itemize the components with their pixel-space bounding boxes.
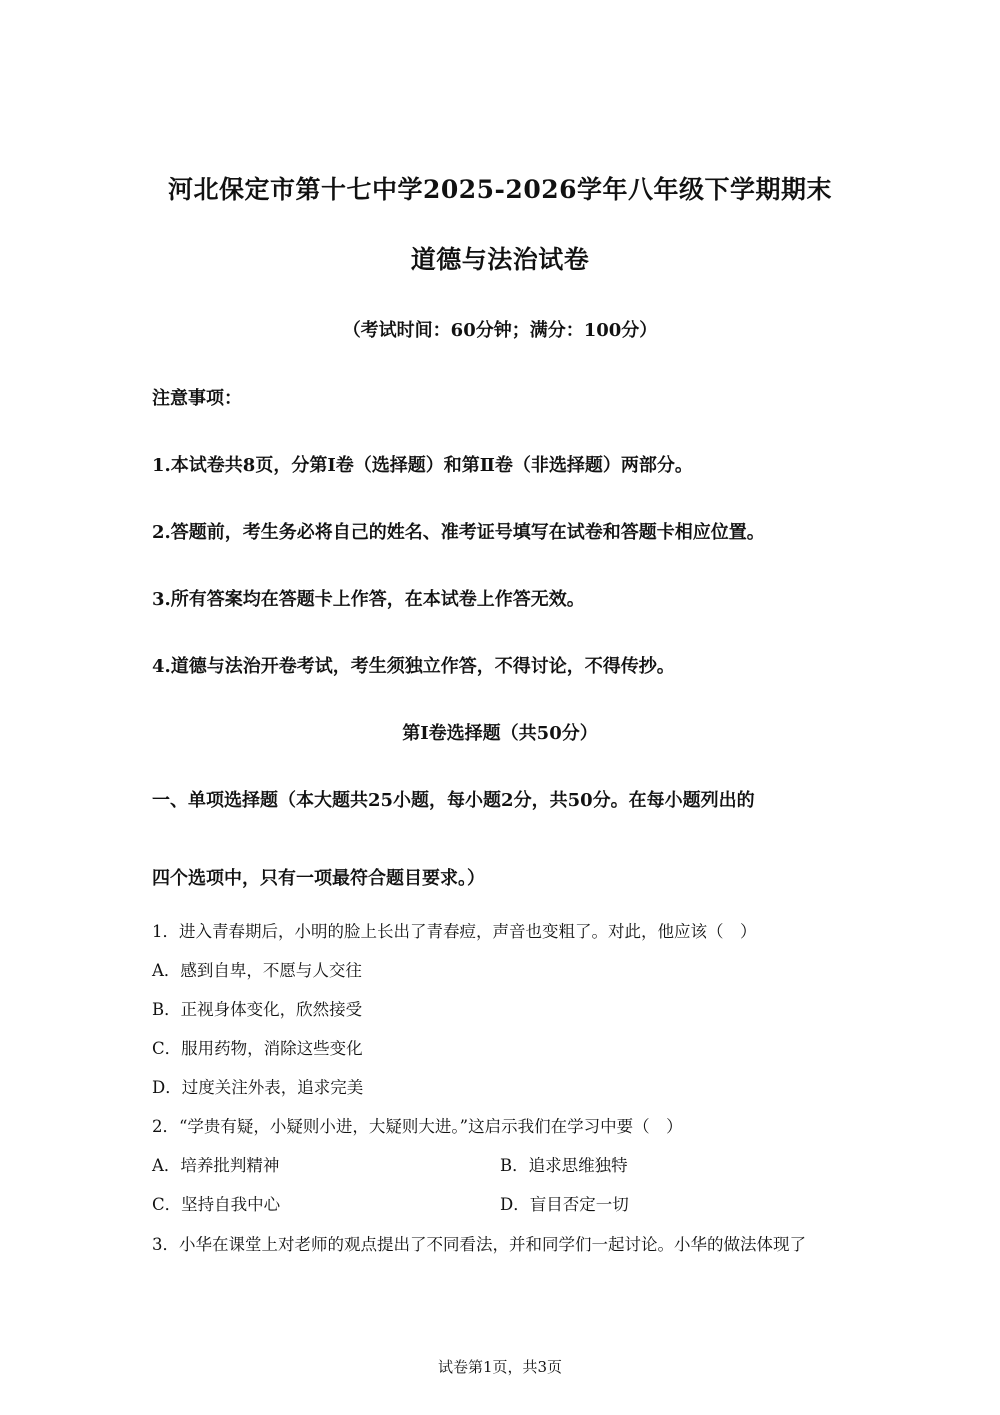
question-2-option-c: C．坚持自我中心 — [152, 1195, 281, 1214]
exam-info: （考试时间：60分钟；满分：100分） — [342, 320, 658, 341]
question-2-option-d: D．盲目否定一切 — [500, 1195, 629, 1214]
question-2-option-b: B．追求思维独特 — [500, 1156, 628, 1175]
question-1-option-b: B．正视身体变化，欣然接受 — [152, 1000, 363, 1019]
exam-title-line1: 河北保定市第十七中学2025-2026学年八年级下学期期末 — [167, 175, 833, 204]
note-item-2: 2.答题前，考生务必将自己的姓名、准考证号填写在试卷和答题卡相应位置。 — [152, 522, 765, 543]
question-1-option-d: D．过度关注外表，追求完美 — [152, 1078, 364, 1097]
note-item-1: 1.本试卷共8页，分第Ⅰ卷（选择题）和第Ⅱ卷（非选择题）两部分。 — [152, 455, 693, 476]
question-2-option-a: A．培养批判精神 — [152, 1156, 280, 1175]
note-item-3: 3.所有答案均在答题卡上作答，在本试卷上作答无效。 — [152, 589, 585, 610]
note-item-4: 4.道德与法治开卷考试，考生须独立作答，不得讨论，不得传抄。 — [152, 656, 675, 677]
question-1-option-c: C．服用药物，消除这些变化 — [152, 1039, 363, 1058]
question-3-stem: 3．小华在课堂上对老师的观点提出了不同看法，并和同学们一起讨论。小华的做法体现了 — [152, 1235, 806, 1254]
notes-heading: 注意事项： — [152, 388, 242, 409]
section1-instructions-line1: 一、单项选择题（本大题共25小题，每小题2分，共50分。在每小题列出的 — [152, 790, 755, 811]
question-1-option-a: A．感到自卑，不愿与人交往 — [152, 961, 362, 980]
exam-title-line2: 道德与法治试卷 — [410, 245, 590, 274]
section1-instructions-line2: 四个选项中，只有一项最符合题目要求。） — [152, 868, 485, 889]
question-1-stem: 1．进入青春期后，小明的脸上长出了青春痘，声音也变粗了。对此，他应该（ ） — [152, 922, 757, 941]
page-footer: 试卷第1页，共3页 — [437, 1358, 563, 1376]
question-2-stem: 2．“学贵有疑，小疑则小进，大疑则大进。”这启示我们在学习中要（ ） — [152, 1117, 683, 1136]
part1-heading: 第Ⅰ卷选择题（共50分） — [402, 723, 598, 744]
